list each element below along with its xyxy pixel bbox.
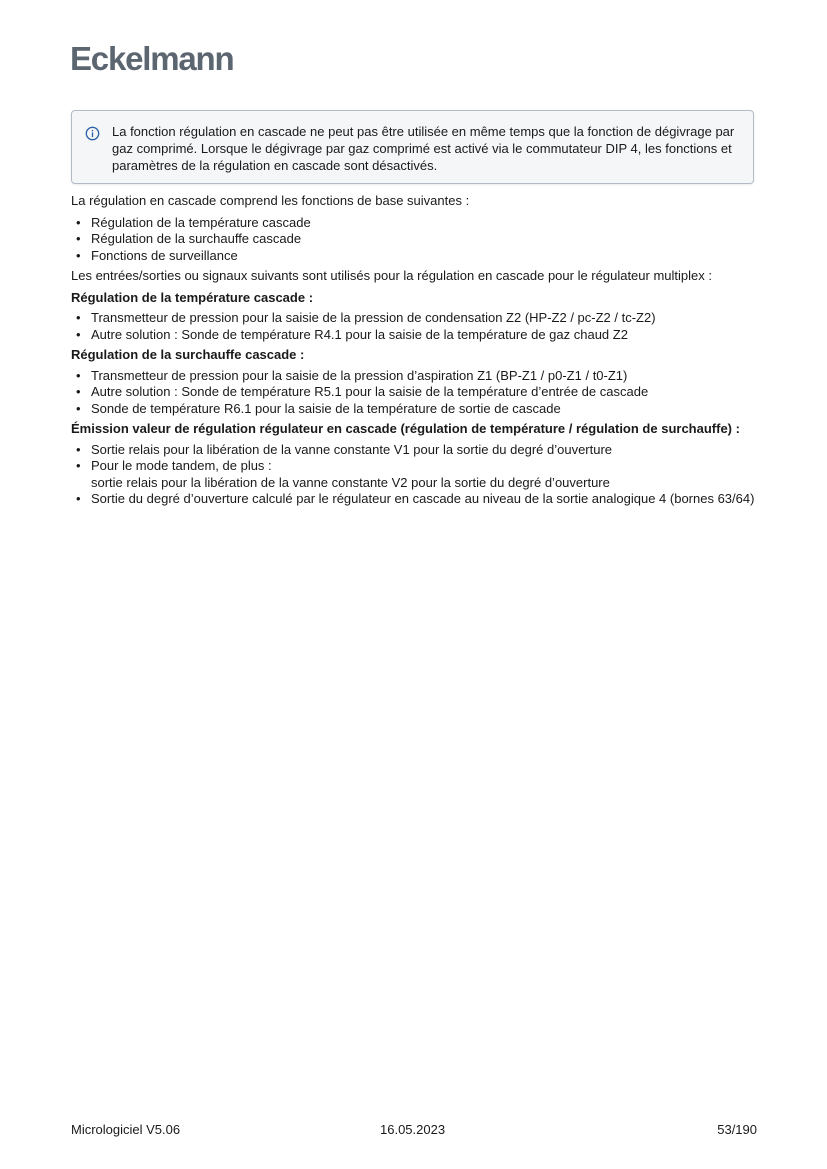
output-list: [71, 442, 761, 508]
temperature-io-list: [71, 310, 761, 343]
list-item: • Transmetteur de pression pour la saisie de la pression de condensation Z2 (HP-Z2 / pc-Z2 / tc-Z2): [71, 310, 761, 327]
list-item: • Sortie du degré d’ouverture calculé par le régulateur en cascade au niveau de la sortie analogique 4 (bornes 63/64): [71, 491, 761, 508]
section-heading-temperature: Régulation de la température cascade :: [71, 289, 314, 305]
list-item-tandem: [71, 458, 761, 491]
section-heading-output: Émission valeur de régulation régulateur en cascade (régulation de température / régulation de surchauffe) :: [71, 421, 740, 436]
intro-paragraph: La régulation en cascade comprend les fonctions de base suivantes :: [71, 193, 470, 208]
document-body: [71, 193, 761, 512]
info-note-text: La fonction régulation en cascade ne peut pas être utilisée en même temps que la fonction de dégivrage par gaz comprimé. Lorsque le dégivrage par gaz comprimé est activé via le commutateur DIP 4, les fonctions et paramètres de la régulation en cascade sont désactivés.: [112, 124, 735, 173]
brand-logo: Eckelmann: [70, 40, 234, 77]
list-item-text: Pour le mode tandem, de plus :: [91, 458, 272, 473]
list-item: • Transmetteur de pression pour la saisie de la pression d’aspiration Z1 (BP-Z1 / p0-Z1 / t0-Z1): [71, 368, 761, 385]
list-item: • Sonde de température R6.1 pour la saisie de la température de sortie de cascade: [71, 401, 761, 418]
list-item: • Autre solution : Sonde de température R5.1 pour la saisie de la température d’entrée de cascade: [71, 384, 761, 401]
footer-page-number: 53/190: [717, 1122, 757, 1137]
base-functions-list: [71, 215, 761, 265]
list-item: • Autre solution : Sonde de température R4.1 pour la saisie de la température de gaz chaud Z2: [71, 327, 761, 344]
list-item: • Régulation de la température cascade: [71, 215, 761, 232]
footer-date: 16.05.2023: [380, 1122, 446, 1137]
section-heading-superheat: Régulation de la surchauffe cascade :: [71, 347, 305, 362]
footer-document: Micrologiciel V5.06: [71, 1122, 181, 1137]
superheat-io-list: [71, 368, 761, 418]
list-item: • Sortie relais pour la libération de la vanne constante V1 pour la sortie du degré d’ouverture: [71, 442, 761, 459]
info-note: [71, 110, 754, 184]
list-item-continuation: sortie relais pour la libération de la vanne constante V2 pour la sortie du degré d’ouverture: [91, 474, 610, 490]
io-intro-paragraph: Les entrées/sorties ou signaux suivants sont utilisés pour la régulation en cascade pour le régulateur multiplex :: [71, 268, 712, 283]
info-icon: [85, 126, 100, 141]
list-item: • Fonctions de surveillance: [71, 248, 761, 265]
list-item: • Régulation de la surchauffe cascade: [71, 231, 761, 248]
